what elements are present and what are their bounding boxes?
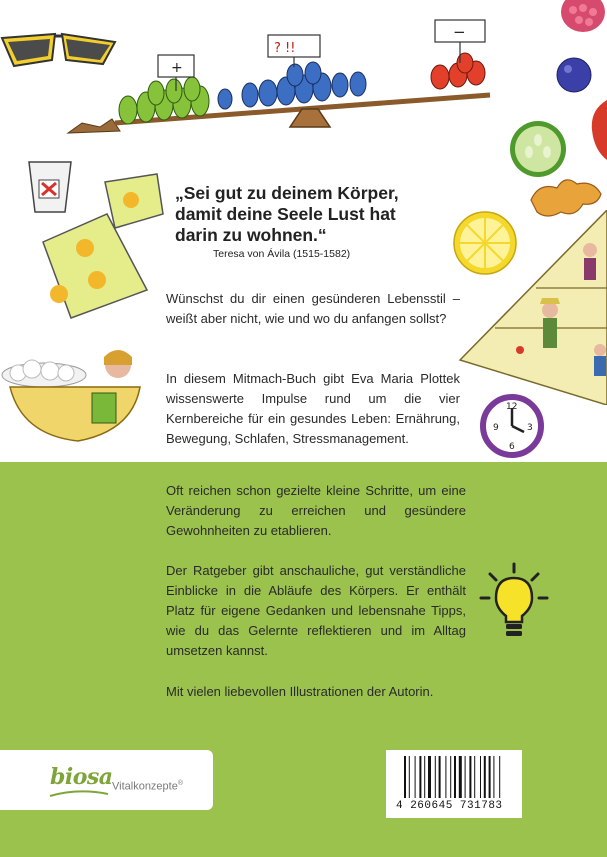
barcode-bar [409,756,410,798]
publisher-name: Vitalkonzepte® [112,780,184,793]
barcode-bar [404,756,406,798]
barcode-bar [439,756,441,798]
quote-line-1: „Sei gut zu deinem Körper, [175,183,399,203]
pyramid-illustration [440,210,607,405]
steps-paragraph: Oft reichen schon gezielte kleine Schritte, um eine Veränderung zu erreichen und gesündere Gewohnheiten zu etablieren. [166,483,466,538]
svg-text:6: 6 [509,442,515,452]
barcode-bar [450,756,451,798]
barcode-bar [480,756,481,798]
svg-text:12: 12 [506,402,518,412]
svg-text:9: 9 [493,423,499,433]
barcode-bar [493,756,494,798]
blueberry-icon [554,55,594,95]
barcode-bar [469,756,471,798]
barcode-number: 4 260645 731783 [396,800,503,812]
question-sign: ? !! [274,41,296,56]
quote [175,183,455,246]
strawberry-icon [590,100,607,160]
barcode-bar [459,756,462,798]
lightbulb-icon [478,560,550,642]
description-paragraph: In diesem Mitmach-Buch gibt Eva Maria Plottek wissenswerte Impulse rund um die vier Kernbereiche für ein gesundes Leben: Ernährung, Bewegung, Schlafen, Stressmanagement. [166,371,460,446]
pillow-illustration [35,172,165,322]
barcode-bar [419,756,421,798]
plus-sign: + [171,60,183,76]
illustrations-paragraph: Mit vielen liebevollen Illustrationen der Autorin. [166,684,434,699]
barcode-bar [445,756,446,798]
barcode-bar [465,756,466,798]
barcode-bar [424,756,425,798]
barcode-bar [435,756,436,798]
logo-swoosh-icon [48,790,110,800]
barcode-bar [454,756,456,798]
barcode-bar [474,756,475,798]
registered-mark: ® [177,780,184,787]
barcode-bar [428,756,431,798]
barcode [404,756,518,798]
barcode-bar [484,756,486,798]
intro-paragraph: Wünschst du dir einen gesünderen Lebensstil – weißt aber nicht, wie und wo du anfangen sollst? [166,291,460,326]
barcode-bar [489,756,491,798]
bathtub-illustration [0,345,150,450]
quote-line-3: darin zu wohnen.“ [175,225,327,245]
minus-sign: − [453,23,466,41]
guide-paragraph: Der Ratgeber gibt anschauliche, gut verständliche Einblicke in die Abläufe des Körpers. Er enthält Platz für eigene Gedanken und lebensnahe Tipps, wie du das Gelernte reflektieren und im Alltag umsetzen kannst. [166,563,466,658]
quote-line-2: damit deine Seele Lust hat [175,204,396,224]
barcode-bar [415,756,416,798]
quote-attribution: Teresa von Ávila (1515-1582) [213,248,351,260]
barcode-bar [499,756,500,798]
seesaw-illustration [60,15,500,145]
raspberry-icon [549,0,607,36]
svg-text:3: 3 [527,423,533,433]
publisher-logo: biosa [50,764,113,790]
clock-icon [478,392,546,460]
